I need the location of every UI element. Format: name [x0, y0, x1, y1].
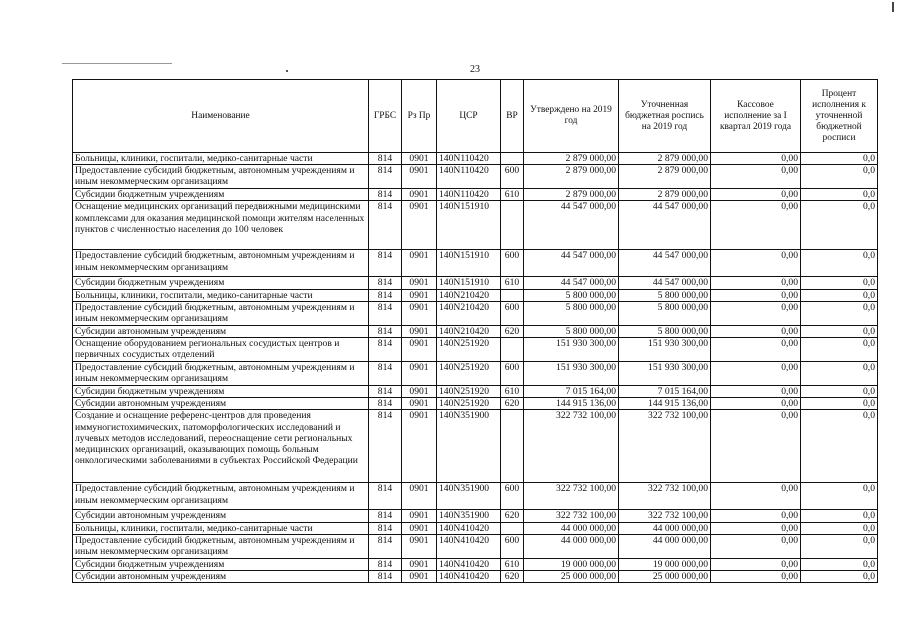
cell-vr	[501, 410, 524, 483]
cell-vr	[501, 153, 524, 165]
cell-rzpr: 0901	[402, 522, 437, 534]
cell-csr: 140N251920	[437, 398, 501, 410]
cell-refined: 7 015 164,00	[619, 386, 711, 398]
cell-vr	[501, 201, 524, 250]
cell-name: Предоставление субсидий бюджетным, автономным учреждениям и иным некоммерческим организациям	[73, 483, 369, 510]
table-row	[73, 534, 878, 558]
table-row	[73, 301, 878, 325]
scan-artifact-dot	[286, 70, 288, 72]
cell-name: Больницы, клиники, госпитали, медико-санитарные части	[73, 522, 369, 534]
header-grbs: ГРБС	[369, 80, 402, 153]
cell-cash: 0,00	[711, 250, 801, 277]
cell-vr: 600	[501, 165, 524, 189]
cell-grbs: 814	[369, 483, 402, 510]
cell-csr: 140N351900	[437, 410, 501, 483]
cell-name: Больницы, клиники, госпитали, медико-санитарные части	[73, 153, 369, 165]
cell-name: Предоставление субсидий бюджетным, автономным учреждениям и иным некоммерческим организациям	[73, 301, 369, 325]
cell-refined: 5 800 000,00	[619, 289, 711, 301]
cell-vr: 610	[501, 386, 524, 398]
table-row	[73, 362, 878, 386]
cell-refined: 44 000 000,00	[619, 522, 711, 534]
cell-approved: 44 547 000,00	[524, 250, 619, 277]
cell-cash: 0,00	[711, 165, 801, 189]
cell-rzpr: 0901	[402, 338, 437, 362]
cell-csr: 140N210420	[437, 289, 501, 301]
cell-csr: 140N251920	[437, 338, 501, 362]
cell-percent: 0,0	[801, 510, 878, 522]
cell-cash: 0,00	[711, 362, 801, 386]
table-body	[73, 153, 878, 583]
cell-rzpr: 0901	[402, 483, 437, 510]
cell-percent: 0,0	[801, 250, 878, 277]
table-row	[73, 558, 878, 570]
cell-approved: 44 000 000,00	[524, 522, 619, 534]
cell-csr: 140N110420	[437, 153, 501, 165]
cell-csr: 140N151910	[437, 201, 501, 250]
cell-refined: 5 800 000,00	[619, 301, 711, 325]
cell-percent: 0,0	[801, 362, 878, 386]
cell-refined: 44 547 000,00	[619, 277, 711, 289]
cell-percent: 0,0	[801, 289, 878, 301]
cell-csr: 140N410420	[437, 534, 501, 558]
header-row	[73, 80, 878, 153]
cell-csr: 140N410420	[437, 558, 501, 570]
cell-grbs: 814	[369, 386, 402, 398]
cell-cash: 0,00	[711, 522, 801, 534]
cell-refined: 151 930 300,00	[619, 362, 711, 386]
cell-percent: 0,0	[801, 338, 878, 362]
cell-name: Больницы, клиники, госпитали, медико-санитарные части	[73, 289, 369, 301]
cell-grbs: 814	[369, 362, 402, 386]
budget-table	[72, 79, 878, 583]
cell-name: Субсидии автономным учреждениям	[73, 571, 369, 583]
cell-csr: 140N151910	[437, 277, 501, 289]
cell-approved: 44 000 000,00	[524, 534, 619, 558]
cell-name: Оснащение медицинских организаций передвижными медицинскими комплексами для оказания медицинской помощи жителям населенных пунктов с численностью населения до 100 человек	[73, 201, 369, 250]
cell-grbs: 814	[369, 410, 402, 483]
header-cash: Кассовое исполнение за I квартал 2019 года	[711, 80, 801, 153]
cell-percent: 0,0	[801, 571, 878, 583]
cell-approved: 322 732 100,00	[524, 510, 619, 522]
cell-grbs: 814	[369, 398, 402, 410]
cell-rzpr: 0901	[402, 571, 437, 583]
cell-percent: 0,0	[801, 483, 878, 510]
cell-grbs: 814	[369, 277, 402, 289]
cell-grbs: 814	[369, 201, 402, 250]
scan-edge-mark	[892, 2, 894, 12]
table-row	[73, 201, 878, 250]
cell-grbs: 814	[369, 534, 402, 558]
cell-rzpr: 0901	[402, 277, 437, 289]
cell-approved: 44 547 000,00	[524, 201, 619, 250]
cell-name: Субсидии бюджетным учреждениям	[73, 189, 369, 201]
cell-refined: 322 732 100,00	[619, 510, 711, 522]
cell-approved: 19 000 000,00	[524, 558, 619, 570]
cell-csr: 140N351900	[437, 483, 501, 510]
cell-approved: 322 732 100,00	[524, 483, 619, 510]
cell-vr	[501, 289, 524, 301]
cell-rzpr: 0901	[402, 558, 437, 570]
cell-vr: 620	[501, 325, 524, 337]
table-row	[73, 277, 878, 289]
cell-approved: 322 732 100,00	[524, 410, 619, 483]
cell-percent: 0,0	[801, 534, 878, 558]
cell-cash: 0,00	[711, 153, 801, 165]
cell-name: Предоставление субсидий бюджетным, автономным учреждениям и иным некоммерческим организациям	[73, 362, 369, 386]
cell-rzpr: 0901	[402, 386, 437, 398]
cell-percent: 0,0	[801, 398, 878, 410]
cell-csr: 140N410420	[437, 522, 501, 534]
header-percent: Процент исполнения к уточненной бюджетной росписи	[801, 80, 878, 153]
cell-grbs: 814	[369, 522, 402, 534]
header-refined: Уточненная бюджетная роспись на 2019 год	[619, 80, 711, 153]
cell-percent: 0,0	[801, 153, 878, 165]
cell-percent: 0,0	[801, 201, 878, 250]
cell-approved: 5 800 000,00	[524, 289, 619, 301]
cell-vr: 620	[501, 510, 524, 522]
cell-vr: 600	[501, 362, 524, 386]
cell-name: Субсидии автономным учреждениям	[73, 325, 369, 337]
cell-percent: 0,0	[801, 301, 878, 325]
cell-grbs: 814	[369, 289, 402, 301]
cell-name: Субсидии бюджетным учреждениям	[73, 277, 369, 289]
cell-rzpr: 0901	[402, 153, 437, 165]
cell-rzpr: 0901	[402, 189, 437, 201]
cell-refined: 5 800 000,00	[619, 325, 711, 337]
cell-cash: 0,00	[711, 201, 801, 250]
cell-csr: 140N410420	[437, 571, 501, 583]
cell-csr: 140N151910	[437, 250, 501, 277]
cell-cash: 0,00	[711, 410, 801, 483]
header-approved: Утверждено на 2019 год	[524, 80, 619, 153]
header-vr: ВР	[501, 80, 524, 153]
cell-cash: 0,00	[711, 534, 801, 558]
cell-grbs: 814	[369, 558, 402, 570]
table-row	[73, 153, 878, 165]
cell-cash: 0,00	[711, 338, 801, 362]
cell-rzpr: 0901	[402, 325, 437, 337]
cell-approved: 5 800 000,00	[524, 325, 619, 337]
cell-refined: 144 915 136,00	[619, 398, 711, 410]
table-row	[73, 386, 878, 398]
cell-vr: 620	[501, 571, 524, 583]
cell-name: Предоставление субсидий бюджетным, автономным учреждениям и иным некоммерческим организациям	[73, 534, 369, 558]
cell-approved: 44 547 000,00	[524, 277, 619, 289]
cell-percent: 0,0	[801, 189, 878, 201]
cell-refined: 322 732 100,00	[619, 410, 711, 483]
cell-rzpr: 0901	[402, 289, 437, 301]
header-rzpr: Рз Пр	[402, 80, 437, 153]
cell-percent: 0,0	[801, 386, 878, 398]
table-row	[73, 289, 878, 301]
cell-approved: 151 930 300,00	[524, 338, 619, 362]
table-row	[73, 189, 878, 201]
cell-approved: 5 800 000,00	[524, 301, 619, 325]
cell-refined: 151 930 300,00	[619, 338, 711, 362]
cell-refined: 19 000 000,00	[619, 558, 711, 570]
cell-rzpr: 0901	[402, 398, 437, 410]
cell-refined: 44 547 000,00	[619, 250, 711, 277]
cell-vr: 620	[501, 398, 524, 410]
cell-cash: 0,00	[711, 277, 801, 289]
cell-approved: 2 879 000,00	[524, 189, 619, 201]
cell-name: Оснащение оборудованием региональных сосудистых центров и первичных сосудистых отделений	[73, 338, 369, 362]
cell-vr: 600	[501, 534, 524, 558]
cell-csr: 140N110420	[437, 189, 501, 201]
cell-rzpr: 0901	[402, 301, 437, 325]
cell-cash: 0,00	[711, 325, 801, 337]
cell-csr: 140N251920	[437, 362, 501, 386]
cell-name: Субсидии бюджетным учреждениям	[73, 386, 369, 398]
cell-refined: 322 732 100,00	[619, 483, 711, 510]
cell-approved: 25 000 000,00	[524, 571, 619, 583]
cell-cash: 0,00	[711, 189, 801, 201]
header-csr: ЦСР	[437, 80, 501, 153]
cell-grbs: 814	[369, 301, 402, 325]
cell-cash: 0,00	[711, 558, 801, 570]
cell-rzpr: 0901	[402, 510, 437, 522]
cell-percent: 0,0	[801, 522, 878, 534]
table-row	[73, 398, 878, 410]
cell-vr	[501, 522, 524, 534]
cell-csr: 140N351900	[437, 510, 501, 522]
table-row	[73, 522, 878, 534]
cell-rzpr: 0901	[402, 362, 437, 386]
table-row	[73, 571, 878, 583]
cell-refined: 2 879 000,00	[619, 153, 711, 165]
table-row	[73, 410, 878, 483]
cell-vr: 610	[501, 277, 524, 289]
table-row	[73, 165, 878, 189]
cell-rzpr: 0901	[402, 165, 437, 189]
table-row	[73, 483, 878, 510]
cell-name: Предоставление субсидий бюджетным, автономным учреждениям и иным некоммерческим организациям	[73, 165, 369, 189]
table-row	[73, 510, 878, 522]
cell-csr: 140N210420	[437, 325, 501, 337]
scan-artifact-line	[62, 63, 172, 64]
cell-refined: 2 879 000,00	[619, 165, 711, 189]
cell-rzpr: 0901	[402, 410, 437, 483]
cell-approved: 7 015 164,00	[524, 386, 619, 398]
cell-name: Предоставление субсидий бюджетным, автономным учреждениям и иным некоммерческим организациям	[73, 250, 369, 277]
cell-percent: 0,0	[801, 558, 878, 570]
cell-cash: 0,00	[711, 398, 801, 410]
cell-cash: 0,00	[711, 301, 801, 325]
cell-cash: 0,00	[711, 483, 801, 510]
cell-grbs: 814	[369, 510, 402, 522]
cell-name: Субсидии автономным учреждениям	[73, 510, 369, 522]
cell-cash: 0,00	[711, 510, 801, 522]
cell-percent: 0,0	[801, 410, 878, 483]
cell-approved: 2 879 000,00	[524, 153, 619, 165]
cell-vr: 610	[501, 558, 524, 570]
cell-csr: 140N110420	[437, 165, 501, 189]
cell-grbs: 814	[369, 571, 402, 583]
cell-grbs: 814	[369, 250, 402, 277]
cell-name: Субсидии автономным учреждениям	[73, 398, 369, 410]
cell-percent: 0,0	[801, 325, 878, 337]
table-row	[73, 325, 878, 337]
cell-approved: 2 879 000,00	[524, 165, 619, 189]
cell-approved: 151 930 300,00	[524, 362, 619, 386]
cell-refined: 44 547 000,00	[619, 201, 711, 250]
cell-name: Субсидии бюджетным учреждениям	[73, 558, 369, 570]
cell-approved: 144 915 136,00	[524, 398, 619, 410]
cell-cash: 0,00	[711, 289, 801, 301]
cell-refined: 44 000 000,00	[619, 534, 711, 558]
cell-vr: 610	[501, 189, 524, 201]
cell-refined: 25 000 000,00	[619, 571, 711, 583]
cell-name: Создание и оснащение референс-центров для проведения иммуногистохимических, патоморфологических исследований и лучевых методов исследований, переоснащение сети региональных медицинских организаций, оказывающих помощь больным онкологическими заболеваниями в субъектах Российской Федерации	[73, 410, 369, 483]
cell-grbs: 814	[369, 165, 402, 189]
cell-grbs: 814	[369, 325, 402, 337]
cell-vr: 600	[501, 483, 524, 510]
cell-csr: 140N210420	[437, 301, 501, 325]
cell-cash: 0,00	[711, 386, 801, 398]
page-number: 23	[470, 64, 480, 75]
table-row	[73, 250, 878, 277]
cell-vr	[501, 338, 524, 362]
cell-grbs: 814	[369, 338, 402, 362]
cell-vr: 600	[501, 301, 524, 325]
cell-grbs: 814	[369, 189, 402, 201]
cell-grbs: 814	[369, 153, 402, 165]
header-name: Наименование	[73, 80, 369, 153]
cell-refined: 2 879 000,00	[619, 189, 711, 201]
cell-rzpr: 0901	[402, 201, 437, 250]
cell-percent: 0,0	[801, 165, 878, 189]
cell-vr: 600	[501, 250, 524, 277]
cell-rzpr: 0901	[402, 534, 437, 558]
cell-cash: 0,00	[711, 571, 801, 583]
cell-csr: 140N251920	[437, 386, 501, 398]
cell-rzpr: 0901	[402, 250, 437, 277]
cell-percent: 0,0	[801, 277, 878, 289]
table-row	[73, 338, 878, 362]
